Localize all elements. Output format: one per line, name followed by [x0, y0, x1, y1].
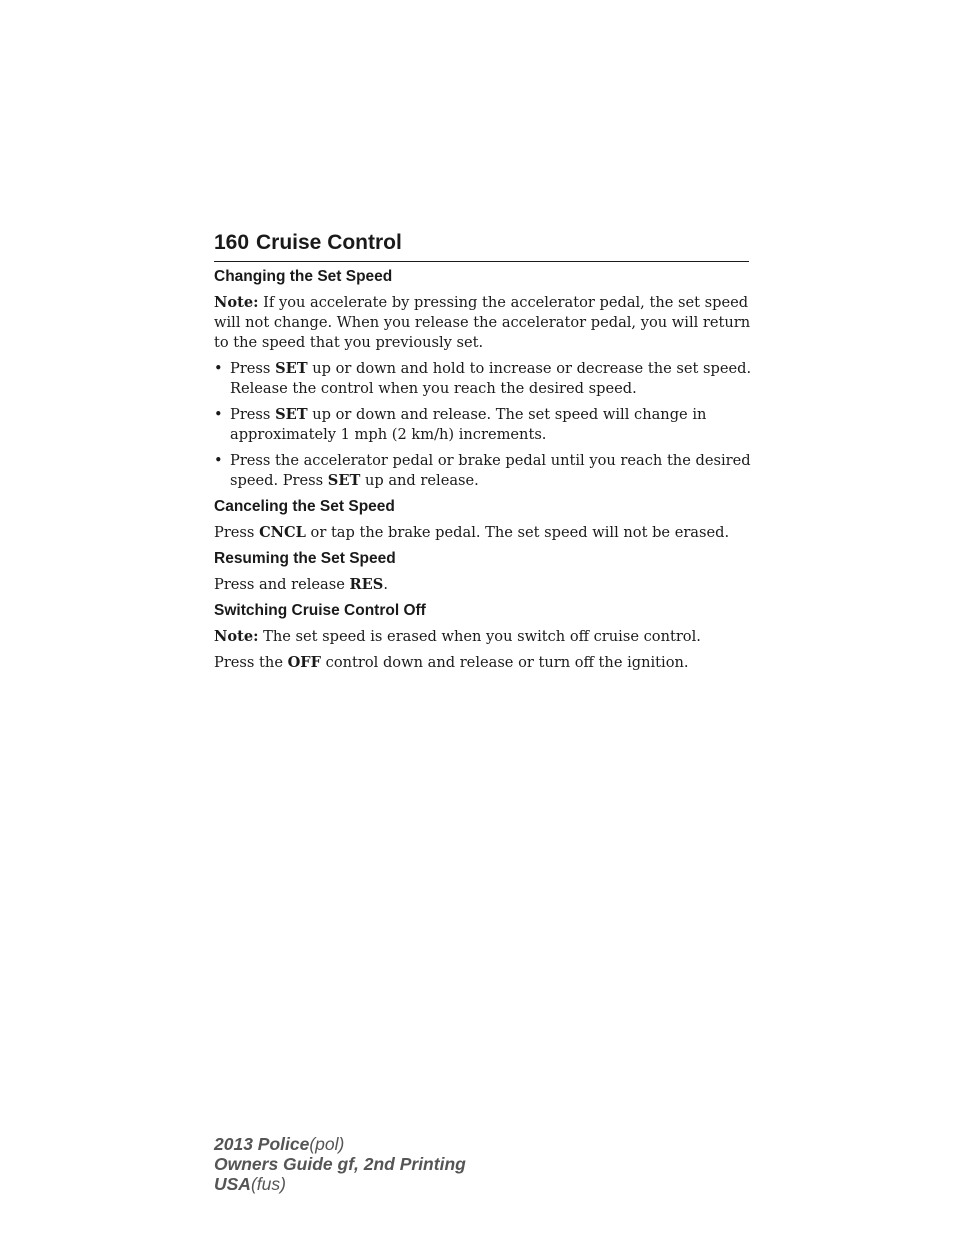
item-text: Press — [230, 406, 276, 423]
body-text: Press — [214, 524, 260, 541]
note-label: Note: — [214, 294, 259, 311]
footer-code: (pol) — [309, 1134, 345, 1154]
item-text: Press the accelerator pedal or brake pedal until you reach the desired speed. Press — [230, 452, 751, 489]
body-text: control down and release or turn off the ignition. — [321, 654, 689, 671]
body-paragraph — [214, 653, 754, 673]
footer-guide: Owners Guide gf, 2nd Printing — [214, 1154, 466, 1174]
section-canceling-set-speed — [214, 497, 754, 543]
bullet-icon: • — [214, 452, 223, 469]
control-name: SET — [327, 472, 361, 489]
page-footer — [214, 1134, 466, 1194]
note-text: The set speed is erased when you switch off cruise control. — [263, 628, 701, 645]
section-changing-set-speed — [214, 267, 754, 491]
section-heading: Switching Cruise Control Off — [214, 602, 426, 619]
footer-line — [214, 1134, 466, 1154]
control-name: SET — [275, 406, 308, 423]
body-text: Press the — [214, 654, 288, 671]
page-header — [214, 228, 749, 262]
body-paragraph — [214, 575, 754, 595]
body-text: or tap the brake pedal. The set speed will not be erased. — [305, 524, 730, 541]
list-item — [214, 359, 754, 399]
note-paragraph — [214, 627, 754, 647]
item-text: up or down and release. The set speed will change in approximately 1 mph (2 km/h) increments. — [230, 406, 707, 443]
note-label: Note: — [214, 628, 259, 645]
body-paragraph — [214, 523, 754, 543]
footer-line — [214, 1174, 466, 1194]
bullet-icon: • — [214, 406, 223, 423]
page-number: 160 — [214, 231, 250, 254]
chapter-title: Cruise Control — [256, 231, 402, 254]
note-text: If you accelerate by pressing the accelerator pedal, the set speed will not change. When you release the accelerator pedal, you will return to the speed that you previously set. — [214, 294, 751, 351]
item-text: Press — [230, 360, 276, 377]
control-name: RES — [349, 576, 384, 593]
control-name: SET — [275, 360, 308, 377]
item-text: up and release. — [360, 472, 479, 489]
bullet-list — [214, 359, 754, 491]
footer-region: USA — [214, 1174, 251, 1194]
footer-line — [214, 1154, 466, 1174]
control-name: OFF — [287, 654, 322, 671]
page-content — [214, 267, 754, 679]
item-text: up or down and hold to increase or decrease the set speed. Release the control when you reach the desired speed. — [230, 360, 752, 397]
footer-model: 2013 Police — [214, 1134, 310, 1154]
control-name: CNCL — [259, 524, 306, 541]
footer-code: (fus) — [250, 1174, 286, 1194]
section-heading: Changing the Set Speed — [214, 268, 393, 285]
section-switching-off — [214, 601, 754, 673]
section-resuming-set-speed — [214, 549, 754, 595]
note-paragraph — [214, 293, 754, 353]
body-text: . — [383, 576, 388, 593]
list-item — [214, 451, 754, 491]
list-item — [214, 405, 754, 445]
body-text: Press and release — [214, 576, 350, 593]
section-heading: Resuming the Set Speed — [214, 550, 396, 567]
bullet-icon: • — [214, 360, 223, 377]
section-heading: Canceling the Set Speed — [214, 498, 395, 515]
